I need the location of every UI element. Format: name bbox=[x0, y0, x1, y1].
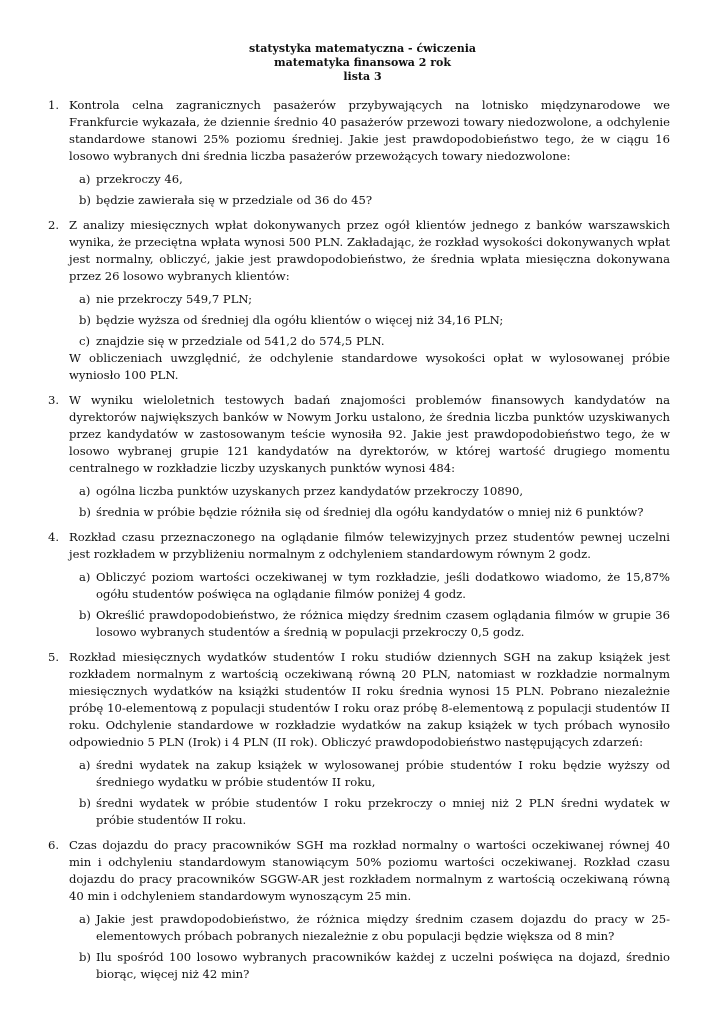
subquestion bbox=[69, 911, 670, 945]
problem-text: Kontrola celna zagranicznych pasażerów przybywających na lotnisko międzynarodowe we Frankfurcie wykazała, że dziennie średnio 40 pasażerów przewozi towary niedozwolone, a odchylenie standardowe stanowi 25% poziomu średniej. Jakie jest prawdopodobieństwo tego, że w ciągu 16 losowo wybranych dni średnia liczba pasażerów przewożących towary niedozwolone: bbox=[69, 98, 670, 163]
subquestion-text: będzie wyższa od średniej dla ogółu klientów o więcej niż 34,16 PLN; bbox=[96, 313, 504, 327]
subquestion-label: a) bbox=[79, 292, 91, 306]
subquestion-label: a) bbox=[79, 758, 91, 772]
subquestion-label: a) bbox=[79, 172, 91, 186]
subquestion-list bbox=[69, 291, 670, 350]
subquestion-label: b) bbox=[79, 193, 91, 207]
subquestion-list bbox=[69, 911, 670, 983]
subquestion-label: b) bbox=[79, 950, 91, 964]
subquestion-text: średnia w próbie będzie różniła się od średniej dla ogółu kandydatów o mniej niż 6 punktów? bbox=[96, 505, 644, 519]
problem-3 bbox=[0, 392, 725, 521]
subquestion-label: b) bbox=[79, 796, 91, 810]
problem-text: Rozkład miesięcznych wydatków studentów I roku studiów dziennych SGH na zakup książek jest rozkładem normalnym z wartością oczekiwaną równą 20 PLN, natomiast w rozkładzie normalnym miesięcznych wydatków na książki studentów II roku średnia wynosi 15 PLN. Pobrano niezależnie próbę 10-elementową z populacji studentów I roku oraz próbę 8-elementową z populacji studentów II roku. Odchylenie standardowe w rozkładzie wydatków na zakup książek w tych próbach wynosiło odpowiednio 5 PLN (Irok) i 4 PLN (II rok). Obliczyć prawdopodobieństwo następujących zdarzeń: bbox=[69, 650, 670, 749]
problem-text: Rozkład czasu przeznaczonego na oglądanie filmów telewizyjnych przez studentów pewnej uczelni jest rozkładem w przybliżeniu normalnym z odchyleniem standardowym równym 2 godz. bbox=[69, 530, 670, 561]
problem-text: Z analizy miesięcznych wpłat dokonywanych przez ogół klientów jednego z banków warszawskich wynika, że przeciętna wpłata wynosi 500 PLN. Zakładając, że rozkład wysokości dokonywanych wpłat jest normalny, obliczyć, jakie jest prawdopodobieństwo, że średnia wpłata miesięczna dokonywana przez 26 losowo wybranych klientów: bbox=[69, 218, 670, 283]
problem-text: Czas dojazdu do pracy pracowników SGH ma rozkład normalny o wartości oczekiwanej równej 40 min i odchyleniu standardowym stanowiącym 50% poziomu wartości oczekiwanej. Rozkład czasu dojazdu do pracy pracowników SGGW-AR jest rozkładem normalnym z wartością oczekiwaną równą 40 min i odchyleniem standardowym wynoszącym 25 min. bbox=[69, 838, 670, 903]
subquestion-text: ogólna liczba punktów uzyskanych przez kandydatów przekroczy 10890, bbox=[96, 484, 524, 498]
problem-4 bbox=[0, 529, 725, 641]
subquestion bbox=[69, 949, 670, 983]
problem-number: 2. bbox=[48, 218, 60, 232]
subquestion bbox=[69, 569, 670, 603]
subquestion bbox=[69, 483, 670, 500]
problem-list bbox=[0, 97, 725, 991]
subquestion-text: średni wydatek w próbie studentów I roku przekroczy o mniej niż 2 PLN średni wydatek w próbie studentów II roku. bbox=[96, 796, 670, 827]
problem-number: 5. bbox=[48, 650, 60, 664]
subquestion bbox=[69, 757, 670, 791]
subquestion-label: c) bbox=[79, 334, 91, 348]
problem-number: 6. bbox=[48, 838, 60, 852]
problem-number: 1. bbox=[48, 98, 60, 112]
subquestion bbox=[69, 333, 670, 350]
problem-number: 3. bbox=[48, 393, 60, 407]
problem-1 bbox=[0, 97, 725, 209]
subquestion-text: przekroczy 46, bbox=[96, 172, 183, 186]
subquestion-label: a) bbox=[79, 570, 91, 584]
subquestion-label: b) bbox=[79, 608, 91, 622]
header-program: matematyka finansowa 2 rok bbox=[274, 56, 451, 69]
subquestion bbox=[69, 607, 670, 641]
subquestion bbox=[69, 192, 670, 209]
problem-5 bbox=[0, 649, 725, 829]
subquestion-label: b) bbox=[79, 313, 91, 327]
subquestion-text: Określić prawdopodobieństwo, że różnica między średnim czasem oglądania filmów w grupie 36 losowo wybranych studentów a średnią w populacji przekroczy 0,5 godz. bbox=[96, 608, 670, 639]
subquestion bbox=[69, 291, 670, 308]
subquestion-list bbox=[69, 483, 670, 521]
header-course-title: statystyka matematyczna - ćwiczenia bbox=[248, 42, 477, 55]
subquestion-text: Jakie jest prawdopodobieństwo, że różnica między średnim czasem dojazdu do pracy w 25-elementowych próbach pobranych niezależnie z obu populacji będzie większa od 8 min? bbox=[96, 912, 670, 943]
subquestion-list bbox=[69, 171, 670, 209]
subquestion-label: a) bbox=[79, 484, 91, 498]
subquestion-text: Ilu spośród 100 losowo wybranych pracowników każdej z uczelni poświęca na dojazd, średnio biorąc, więcej niż 42 min? bbox=[96, 950, 670, 981]
problem-text: W wyniku wieloletnich testowych badań znajomości problemów finansowych kandydatów na dyrektorów największych banków w Nowym Jorku ustalono, że średnia liczba punktów uzyskiwanych przez kandydatów w zastosowanym teście wynosiła 92. Jakie jest prawdopodobieństwo tego, że w losowo wybranej grupie 121 kandydatów na dyrektorów, w której wartość drugiego momentu centralnego w rozkładzie liczby uzyskanych punktów wynosi 484: bbox=[69, 393, 670, 475]
subquestion bbox=[69, 795, 670, 829]
problem-6 bbox=[0, 837, 725, 983]
subquestion-list bbox=[69, 757, 670, 829]
subquestion-label: b) bbox=[79, 505, 91, 519]
header-list-number: lista 3 bbox=[343, 70, 382, 83]
subquestion-text: znajdzie się w przedziale od 541,2 do 574,5 PLN. bbox=[96, 334, 385, 348]
subquestion bbox=[69, 171, 670, 188]
document-header bbox=[0, 42, 725, 84]
subquestion-label: a) bbox=[79, 912, 91, 926]
subquestion-text: średni wydatek na zakup książek w wylosowanej próbie studentów I roku będzie wyższy od średniego wydatku w próbie studentów II roku, bbox=[96, 758, 670, 789]
problem-number: 4. bbox=[48, 530, 60, 544]
subquestion-text: Obliczyć poziom wartości oczekiwanej w tym rozkładzie, jeśli dodatkowo wiadomo, że 15,87% ogółu studentów poświęca na oglądanie filmów poniżej 4 godz. bbox=[96, 570, 670, 601]
subquestion-text: będzie zawierała się w przedziale od 36 do 45? bbox=[96, 193, 373, 207]
subquestion bbox=[69, 504, 670, 521]
subquestion-list bbox=[69, 569, 670, 641]
problem-2 bbox=[0, 217, 725, 384]
subquestion bbox=[69, 312, 670, 329]
subquestion-text: nie przekroczy 549,7 PLN; bbox=[96, 292, 253, 306]
problem-note: W obliczeniach uwzględnić, że odchylenie standardowe wysokości opłat w wylosowanej próbie wyniosło 100 PLN. bbox=[69, 351, 670, 382]
